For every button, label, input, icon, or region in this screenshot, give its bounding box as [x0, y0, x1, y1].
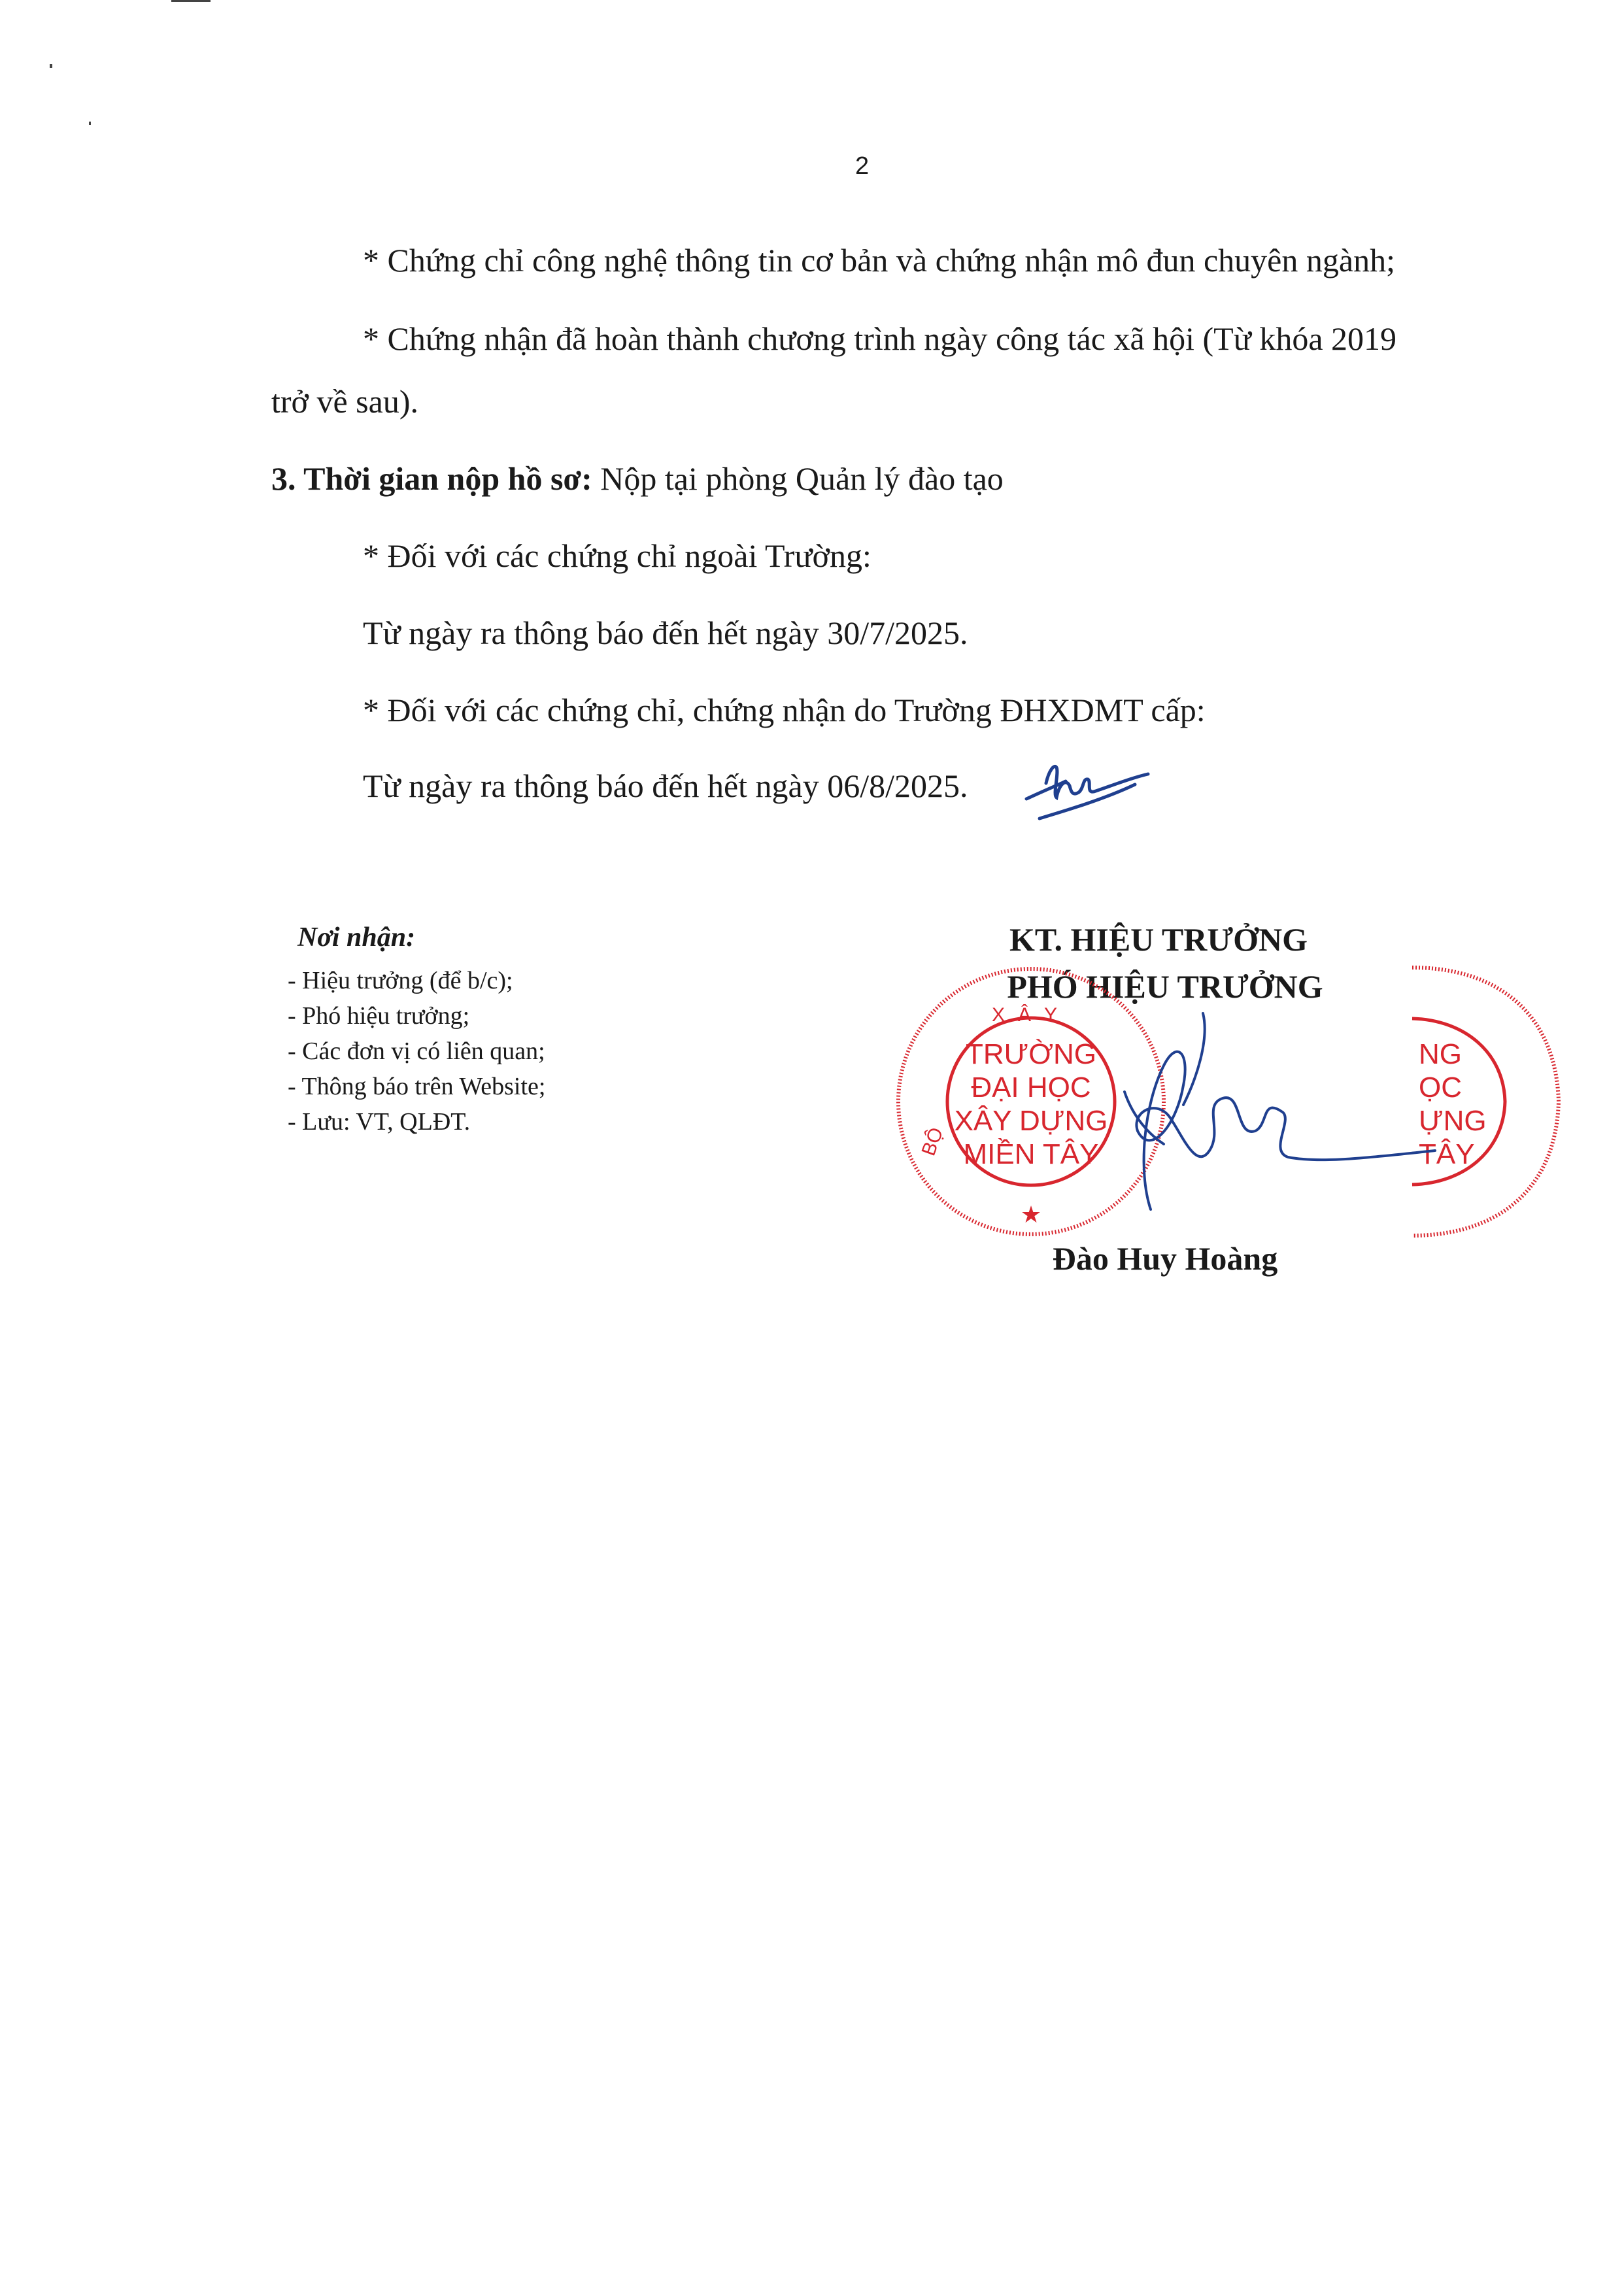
body-line-social-work: * Chứng nhận đã hoàn thành chương trình ngày công tác xã hội (Từ khóa 2019: [363, 320, 1397, 357]
handwritten-signature: [1072, 1000, 1438, 1216]
svg-text:BỘ: BỘ: [917, 1124, 948, 1159]
section-3-heading: 3. Thời gian nộp hồ sơ:: [271, 460, 592, 497]
body-line-inside-date: Từ ngày ra thông báo đến hết ngày 06/8/2025.: [363, 767, 968, 804]
section-3-text: Nộp tại phòng Quản lý đào tạo: [592, 460, 1004, 497]
recipient-item: - Phó hiệu trưởng;: [288, 1002, 470, 1030]
recipient-item: - Thông báo trên Website;: [288, 1073, 546, 1100]
section-3: [271, 459, 1004, 498]
partial-seal-line: ỌC: [1419, 1071, 1462, 1104]
partial-seal-line: TÂY: [1419, 1138, 1475, 1170]
recipient-item: - Các đơn vị có liên quan;: [288, 1037, 545, 1065]
scan-dot: [89, 122, 91, 125]
signature-title-line1: KT. HIỆU TRƯỞNG: [1009, 921, 1308, 958]
body-line-outside-date: Từ ngày ra thông báo đến hết ngày 30/7/2025.: [363, 615, 968, 651]
seal-line: ĐẠI HỌC: [971, 1071, 1091, 1104]
body-line-outside-certs: * Đối với các chứng chỉ ngoài Trường:: [363, 537, 871, 574]
seal-line: TRƯỜNG: [966, 1038, 1096, 1070]
initials-signature: [1020, 758, 1151, 830]
seal-line: XÂY DỰNG: [954, 1105, 1108, 1137]
partial-seal-line: ỰNG: [1419, 1105, 1487, 1137]
seal-line: MIỀN TÂY: [963, 1138, 1099, 1170]
signature-title-line2: PHÓ HIỆU TRƯỞNG: [1007, 968, 1323, 1005]
partial-seal: [1406, 961, 1624, 1242]
recipient-item: - Hiệu trưởng (để b/c);: [288, 967, 513, 994]
body-line-inside-certs: * Đối với các chứng chỉ, chứng nhận do Trường ĐHXDMT cấp:: [363, 692, 1206, 728]
signer-name: Đào Huy Hoàng: [1052, 1240, 1278, 1277]
svg-text:★: ★: [1020, 1202, 1042, 1228]
body-line-it-certificate: * Chứng chỉ công nghệ thông tin cơ bản và chứng nhận mô đun chuyên ngành;: [363, 242, 1395, 278]
scan-mark: [171, 0, 211, 2]
partial-seal-line: NG: [1419, 1038, 1462, 1070]
svg-text:XÂY: XÂY: [991, 1004, 1071, 1026]
recipients-title: Nơi nhận:: [297, 922, 416, 953]
body-line-social-work-cont: trở về sau).: [271, 383, 418, 420]
page-number: 2: [855, 152, 870, 180]
recipient-item: - Lưu: VT, QLĐT.: [288, 1108, 471, 1136]
scan-dot: [50, 64, 52, 68]
